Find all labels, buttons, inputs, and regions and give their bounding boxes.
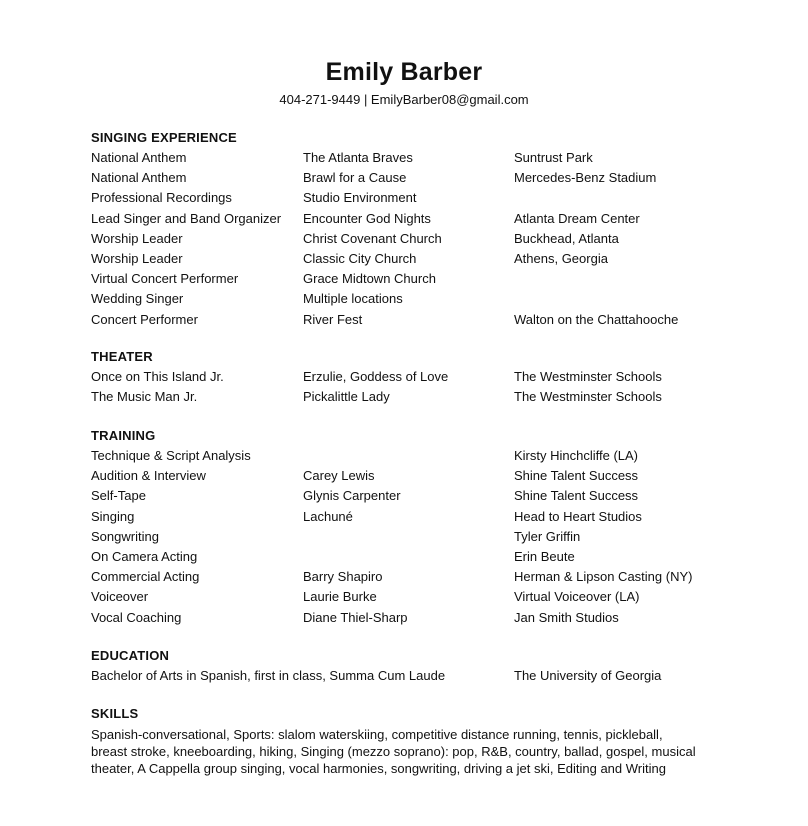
theater-section [91, 347, 731, 407]
location-cell: Buckhead, Atlanta [514, 230, 619, 246]
role-cell: Worship Leader [91, 230, 183, 246]
section-title: SINGING EXPERIENCE [91, 130, 237, 145]
table-row [91, 168, 731, 188]
school-cell: Head to Heart Studios [514, 508, 642, 524]
school-cell: Jan Smith Studios [514, 609, 619, 625]
table-row [91, 229, 731, 249]
table-row [91, 446, 731, 466]
school-cell: Kirsty Hinchcliffe (LA) [514, 448, 639, 463]
venue-cell: Christ Covenant Church [303, 230, 442, 246]
section-title: THEATER [91, 349, 153, 364]
location-cell: Athens, Georgia [514, 250, 608, 266]
subject-cell: Self-Tape [91, 488, 146, 504]
subject-cell: On Camera Acting [91, 548, 198, 564]
role-cell: Erzulie, Goddess of Love [303, 369, 449, 384]
table-row [91, 507, 731, 527]
school-cell: Herman & Lipson Casting (NY) [514, 569, 693, 585]
subject-cell: Singing [91, 508, 135, 524]
venue-cell: The Westminster Schools [514, 369, 662, 384]
role-cell: National Anthem [91, 170, 187, 186]
skills-line: breast stroke, kneeboarding, hiking, Singing (mezzo soprano): pop, R&B, country, ballad, gospel, musical [91, 744, 696, 759]
section-title: TRAINING [91, 428, 156, 443]
teacher-cell: Lachuné [303, 508, 353, 524]
role-cell: Professional Recordings [91, 190, 232, 206]
venue-cell: Multiple locations [303, 291, 403, 307]
venue-cell: River Fest [303, 311, 363, 327]
location-cell: Walton on the Chattahooche [514, 311, 679, 327]
section-title: SKILLS [91, 706, 139, 721]
degree-cell: Bachelor of Arts in Spanish, first in class, Summa Cum Laude [91, 668, 446, 683]
school-cell: Shine Talent Success [514, 468, 639, 484]
skills-section [91, 704, 731, 777]
subject-cell: Vocal Coaching [91, 609, 182, 625]
role-cell: Virtual Concert Performer [91, 271, 239, 287]
subject-cell: Technique & Script Analysis [91, 448, 251, 463]
role-cell: Lead Singer and Band Organizer [91, 210, 282, 226]
role-cell: Wedding Singer [91, 291, 184, 307]
singing-rows [91, 148, 731, 330]
venue-cell: Grace Midtown Church [303, 271, 436, 287]
school-cell: Virtual Voiceover (LA) [514, 589, 640, 605]
role-cell: National Anthem [91, 150, 187, 165]
show-cell: Once on This Island Jr. [91, 369, 224, 384]
table-row [91, 289, 731, 309]
skills-text [91, 726, 731, 777]
venue-cell: The Atlanta Braves [303, 150, 413, 165]
teacher-cell: Glynis Carpenter [303, 488, 401, 504]
skills-line: Spanish-conversational, Sports: slalom waterskiing, competitive distance running, tennis, pickleball, [91, 727, 663, 742]
teacher-cell: Laurie Burke [303, 589, 377, 605]
role-cell: Pickalittle Lady [303, 389, 390, 405]
venue-cell: Brawl for a Cause [303, 170, 407, 186]
role-cell: Concert Performer [91, 311, 198, 327]
table-row [91, 269, 731, 289]
table-row [91, 527, 731, 547]
subject-cell: Audition & Interview [91, 468, 206, 484]
location-cell: Mercedes-Benz Stadium [514, 170, 657, 186]
school-cell: Tyler Griffin [514, 528, 581, 544]
teacher-cell: Diane Thiel-Sharp [303, 609, 408, 625]
contact-info: 404-271-9449 | EmilyBarber08@gmail.com [279, 92, 529, 107]
teacher-cell: Carey Lewis [303, 468, 375, 484]
singing-experience-section [91, 128, 731, 330]
table-row [91, 567, 731, 587]
table-row [91, 486, 731, 506]
training-section [91, 426, 731, 628]
table-row [91, 587, 731, 607]
table-row [91, 367, 731, 387]
role-cell: Worship Leader [91, 250, 183, 266]
teacher-cell: Barry Shapiro [303, 569, 383, 585]
table-row [91, 466, 731, 486]
subject-cell: Commercial Acting [91, 569, 200, 585]
table-row [91, 310, 731, 330]
skills-line: theater, A Cappella group singing, vocal harmonies, songwriting, driving a jet ski, Editing and Writing [91, 761, 666, 776]
resume-name: Emily Barber [325, 58, 483, 86]
table-row [91, 209, 731, 229]
subject-cell: Voiceover [91, 589, 149, 605]
show-cell: The Music Man Jr. [91, 389, 198, 405]
school-cell: Erin Beute [514, 548, 575, 564]
school-cell: The University of Georgia [514, 668, 662, 683]
table-row [91, 148, 731, 168]
location-cell: Suntrust Park [514, 150, 593, 165]
venue-cell: Encounter God Nights [303, 210, 431, 226]
table-row [91, 188, 731, 208]
school-cell: Shine Talent Success [514, 488, 639, 504]
venue-cell: Studio Environment [303, 190, 417, 206]
table-row [91, 666, 731, 686]
table-row [91, 608, 731, 628]
table-row [91, 547, 731, 567]
education-section [91, 646, 731, 686]
table-row [91, 249, 731, 269]
venue-cell: The Westminster Schools [514, 389, 662, 405]
location-cell: Atlanta Dream Center [514, 210, 640, 226]
section-title: EDUCATION [91, 648, 170, 663]
venue-cell: Classic City Church [303, 250, 417, 266]
table-row [91, 387, 731, 407]
subject-cell: Songwriting [91, 528, 159, 544]
